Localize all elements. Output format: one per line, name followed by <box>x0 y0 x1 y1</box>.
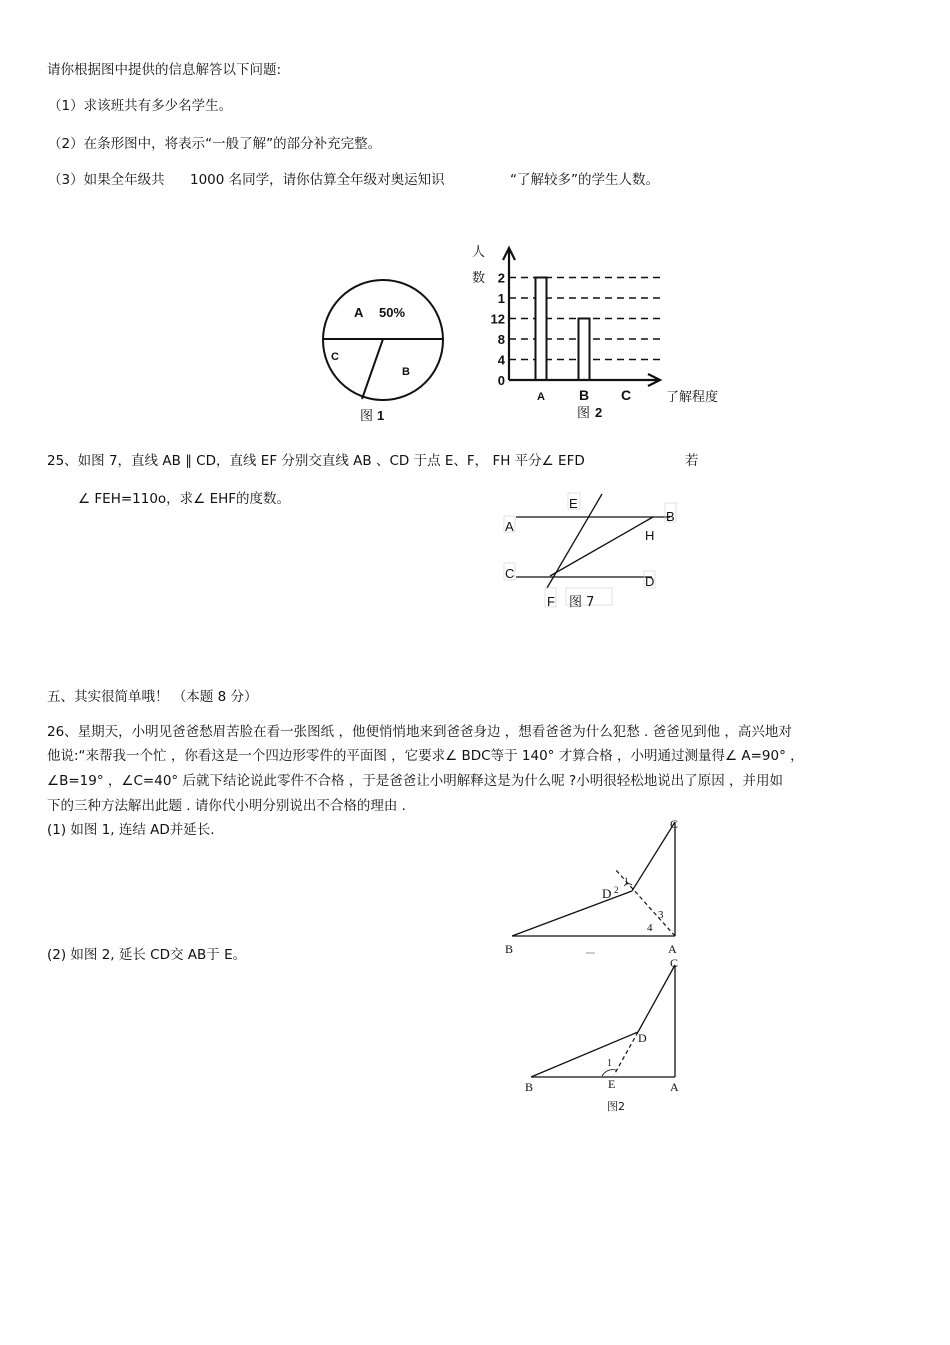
x-tick-label-a: A <box>537 391 545 403</box>
point-a-label: A <box>505 519 514 534</box>
pie-divider-slant <box>362 339 383 399</box>
q26-figure-2 <box>515 955 700 1120</box>
point-c-label: C <box>505 566 515 581</box>
q26-method2: (2) 如图 2, 延长 CD交 AB于 E。 <box>47 947 247 963</box>
line-fh <box>550 517 653 576</box>
q25-line1: 25、如图 7，直线 AB ∥ CD，直线 EF 分别交直线 AB 、CD 于点 E、F， FH 平分∠ EFD <box>47 453 585 469</box>
bar-a <box>536 278 547 381</box>
y-tick-label: 4 <box>497 352 505 368</box>
q24-part3-b: 1000 名同学，请你估算全年级对奥运知识 <box>190 172 445 188</box>
q26-line3: ∠B=19° ，∠C=40° 后就下结论说此零件不合格 ，于是爸爸让小明解释这是为什么呢 ?小明很轻松地说出了原因 ，并用如 <box>47 773 783 789</box>
q24-intro: 请你根据图中提供的信息解答以下问题: <box>47 62 282 78</box>
pie-label-c: C <box>331 351 339 363</box>
segment-dc <box>632 822 675 891</box>
point-a-label: A <box>668 942 677 956</box>
y-axis-label-2: 数 <box>472 271 486 286</box>
y-tick-label: 1 <box>497 291 505 306</box>
q26-line2: 他说:“来帮我一个忙 ，你看这是一个四边形零件的平面图 ，它要求∠ BDC等于 140° 才算合格 ，小明通过测量得∠ A=90° ， <box>47 748 804 764</box>
x-tick-label-c: C <box>620 387 632 403</box>
point-d-label: D <box>602 886 612 901</box>
bar-chart-figure-2 <box>460 238 740 428</box>
y-tick-labels <box>491 271 506 389</box>
q25-line1-end: 若 <box>685 453 699 469</box>
q24-part1: （1）求该班共有多少名学生。 <box>48 98 233 114</box>
segment-bd <box>512 891 632 936</box>
point-c-label: C <box>670 817 679 831</box>
x-tick-label-b: B <box>578 387 590 403</box>
figure-2-caption: 图2 <box>607 1100 625 1113</box>
y-tick-label: 12 <box>490 311 505 327</box>
point-f-label: F <box>547 594 555 609</box>
point-c-label: C <box>670 956 679 970</box>
x-axis-label: 了解程度 <box>666 390 719 405</box>
point-e-label: E <box>569 496 578 511</box>
point-h-label: H <box>645 528 655 543</box>
q24-part2: （2）在条形图中，将表示“一般了解”的部分补充完整。 <box>48 136 382 152</box>
point-a-label: A <box>670 1080 679 1094</box>
q26-line4: 下的三种方法解出此题 . 请你代小明分别说出不合格的理由 . <box>47 798 406 814</box>
angle-1-label: 1 <box>624 876 629 886</box>
angle-1-label: 1 <box>607 1058 612 1069</box>
geometry-figure-7 <box>495 488 695 616</box>
point-d-label: D <box>645 574 655 589</box>
y-tick-label: 2 <box>497 270 505 286</box>
figure-2-caption-cjk: 图 <box>577 406 591 421</box>
figure-1-caption-cjk: 图 <box>360 409 374 424</box>
point-b-label: B <box>666 509 675 524</box>
pie-label-a: A <box>354 305 364 320</box>
pie-chart-figure-1 <box>300 260 470 430</box>
q25-line2: ∠ FEH=110o，求∠ EHF的度数。 <box>78 491 291 507</box>
q24-part3-c: “了解较多”的学生人数。 <box>510 172 659 188</box>
q26-line1: 26、星期天，小明见爸爸愁眉苦脸在看一张图纸 ，他便悄悄地来到爸爸身边 ，想看爸爸为什么犯愁 . 爸爸见到他 ，高兴地对 <box>47 724 792 740</box>
point-b-label: B <box>525 1080 534 1094</box>
figure-7-caption: 图 7 <box>569 595 595 610</box>
segment-dc <box>638 965 675 1032</box>
pie-percent-a: 50% <box>379 305 406 320</box>
q26-figure-1 <box>500 812 700 962</box>
angle-4-label: 4 <box>647 922 653 934</box>
bar-b <box>579 319 590 381</box>
point-d-label: D <box>638 1031 647 1045</box>
section-5-title: 五、其实很简单哦！ （本题 8 分） <box>47 689 258 705</box>
q24-part3-a: （3）如果全年级共 <box>48 172 165 188</box>
y-tick-label: 8 <box>497 332 505 347</box>
bars <box>536 278 590 381</box>
figure-2-caption-num: 2 <box>595 405 603 420</box>
pie-label-b: B <box>402 366 410 378</box>
segment-bd <box>531 1032 638 1077</box>
point-b-label: B <box>505 942 514 956</box>
y-axis-label-1: 人 <box>472 245 486 260</box>
angle-3-label: 3 <box>658 909 664 921</box>
x-tick-labels <box>537 387 631 403</box>
q26-method1: (1) 如图 1, 连结 AD并延长. <box>47 822 215 838</box>
point-e-label: E <box>608 1077 616 1091</box>
segment-de-extended <box>614 1032 638 1075</box>
angle-2-label: 2 <box>614 885 619 895</box>
figure-1-caption-num: 1 <box>377 408 385 423</box>
y-tick-label: 0 <box>497 373 505 388</box>
